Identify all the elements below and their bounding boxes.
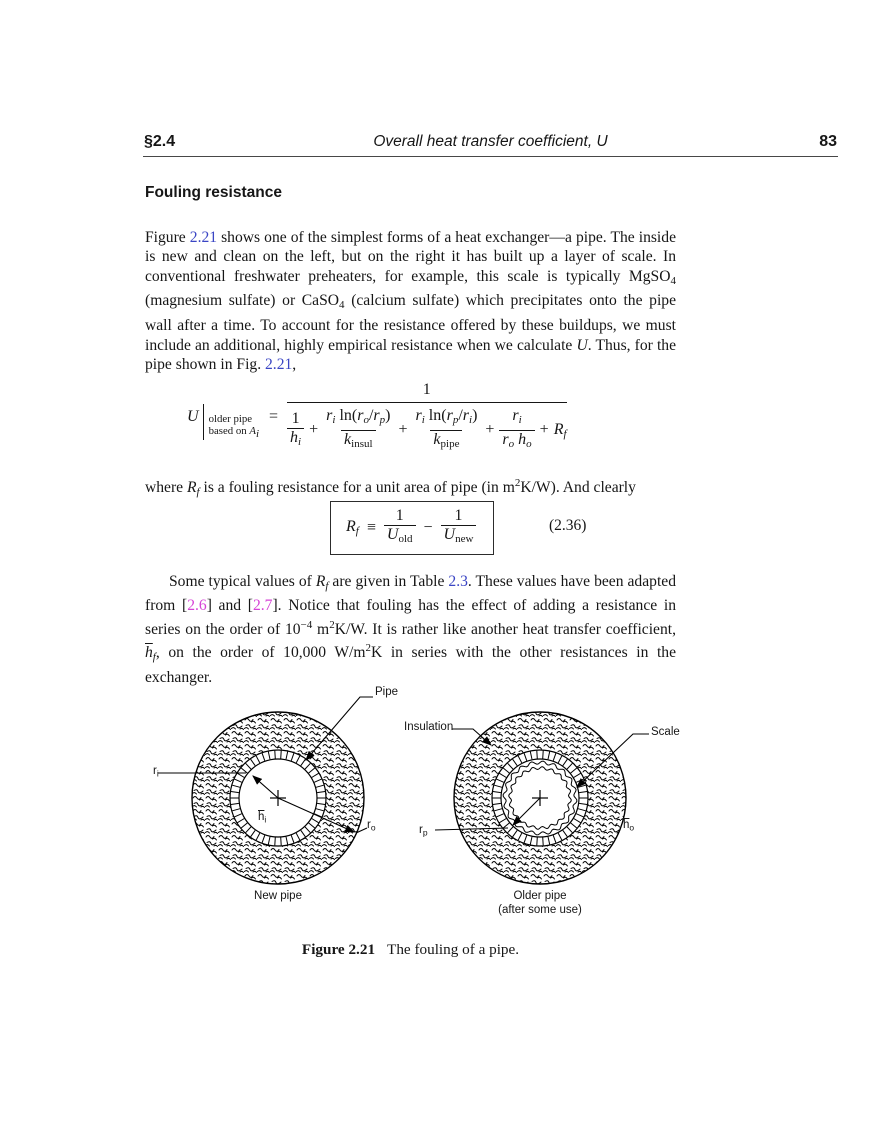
plus-operator: +: [485, 421, 495, 438]
fraction-1-uold: $\frac{1}{\text{Uold}}$: [384, 507, 416, 548]
plus-operator: +: [398, 421, 408, 438]
older-pipe-caption: Older pipe: [513, 890, 567, 902]
fraction-term: $\frac{1}{hi}$: [287, 410, 304, 451]
hi-label: $\overline{h}_i$: [258, 811, 267, 825]
right-pipe-diagram: [435, 712, 649, 884]
plus-operator: +: [309, 421, 319, 438]
new-pipe-caption: New pipe: [254, 890, 302, 902]
main-fraction: [287, 381, 566, 453]
ref-link[interactable]: 2.6: [187, 597, 207, 615]
fouling-resistance-term: Rf: [553, 420, 567, 440]
paragraph-3: Some typical values of Rf are given in Table 2.3. These values have been adapted from [2.6] and [2.7]. Notice that fouling has the effect of adding a resistance in series on the order of $10^{-4}$ $m^2K/W$. It is rather like another heat transfer coefficient, $\overline{h}f$, on the order of 10,000 $W/m^2K$ in series with the other resistances in the exchanger.: [145, 572, 677, 686]
fraction-term: $\frac{\text{ri ln(rp/ri)}}{\text{kpipe}}$: [413, 407, 481, 453]
rp-label: $r_p$: [419, 824, 428, 838]
fraction-term: $\frac{\text{ri ln(ro/rp)}}{\text{kinsul}}$: [323, 407, 393, 453]
rp-radius-arrow: [513, 798, 540, 825]
pipe-label: Pipe: [375, 686, 399, 698]
ri-radius-arrow: [253, 776, 278, 798]
fraction-1-unew: $\frac{1}{\text{Unew}}$: [441, 507, 477, 548]
ref-link[interactable]: 2.21: [265, 356, 293, 374]
rf-symbol: Rf: [346, 518, 359, 537]
figure-caption-text: The fouling of a pipe.: [387, 941, 520, 958]
paragraph-1: Figure 2.21 shows one of the simplest forms of a heat exchanger—a pipe. The inside is new and clean on the left, but on the right it has built up a layer of scale. In conventional freshwater preheaters, for example, this scale is typically MgSO4 (magnesium sulfate) or CaSO4 (calcium sulfate) which precipitates onto the pipe wall after a time. To account for the resistance offered by these buildups, we must include an additional, highly empirical resistance when we calculate U. Thus, for the pipe shown in Fig. 2.21,: [145, 228, 676, 374]
main-denominator: [287, 402, 566, 453]
condition-line-2: based on Ai: [208, 424, 260, 440]
section-number: §2.4: [144, 133, 176, 150]
equation-number: (2.36): [549, 517, 587, 534]
insulation-label: Insulation: [404, 721, 454, 733]
ho-label: $\overline{h}_o$: [623, 819, 635, 833]
scale-label: Scale: [651, 726, 680, 738]
equation-2-36-box: [330, 501, 494, 555]
equation-condition: [209, 414, 259, 440]
page-number: 83: [819, 133, 837, 150]
figure-caption: [145, 941, 676, 959]
evaluation-bar: [203, 404, 204, 440]
page-header: [143, 128, 838, 157]
condition-line-1: older pipe: [208, 413, 253, 425]
figure-caption-label: Figure 2.21: [301, 941, 376, 958]
u-symbol: U: [187, 408, 199, 425]
plus-operator: +: [539, 421, 549, 438]
ref-link[interactable]: 2.7: [252, 597, 273, 615]
older-pipe-subcaption: (after some use): [498, 904, 582, 916]
main-numerator: 1: [422, 381, 431, 398]
ref-link[interactable]: 2.3: [448, 572, 468, 590]
equivalence-sign: ≡: [366, 518, 376, 536]
section-heading: Fouling resistance: [145, 184, 282, 201]
minus-sign: −: [423, 518, 433, 536]
equation-overall-u: [187, 378, 567, 456]
left-pipe-diagram: [158, 697, 373, 884]
paragraph-2: where Rf is a fouling resistance for a unit area of pipe (in $m^2K/W$). And clearly: [145, 476, 636, 498]
running-head: Overall heat transfer coefficient, U: [373, 133, 608, 150]
equals-sign: =: [269, 408, 279, 425]
ri-label: $r_i$: [153, 765, 159, 779]
ref-link[interactable]: 2.21: [189, 228, 218, 246]
fraction-term: $\frac{ri}{\text{ro ho}}$: [499, 407, 534, 453]
ro-label: $r_o$: [367, 819, 376, 833]
